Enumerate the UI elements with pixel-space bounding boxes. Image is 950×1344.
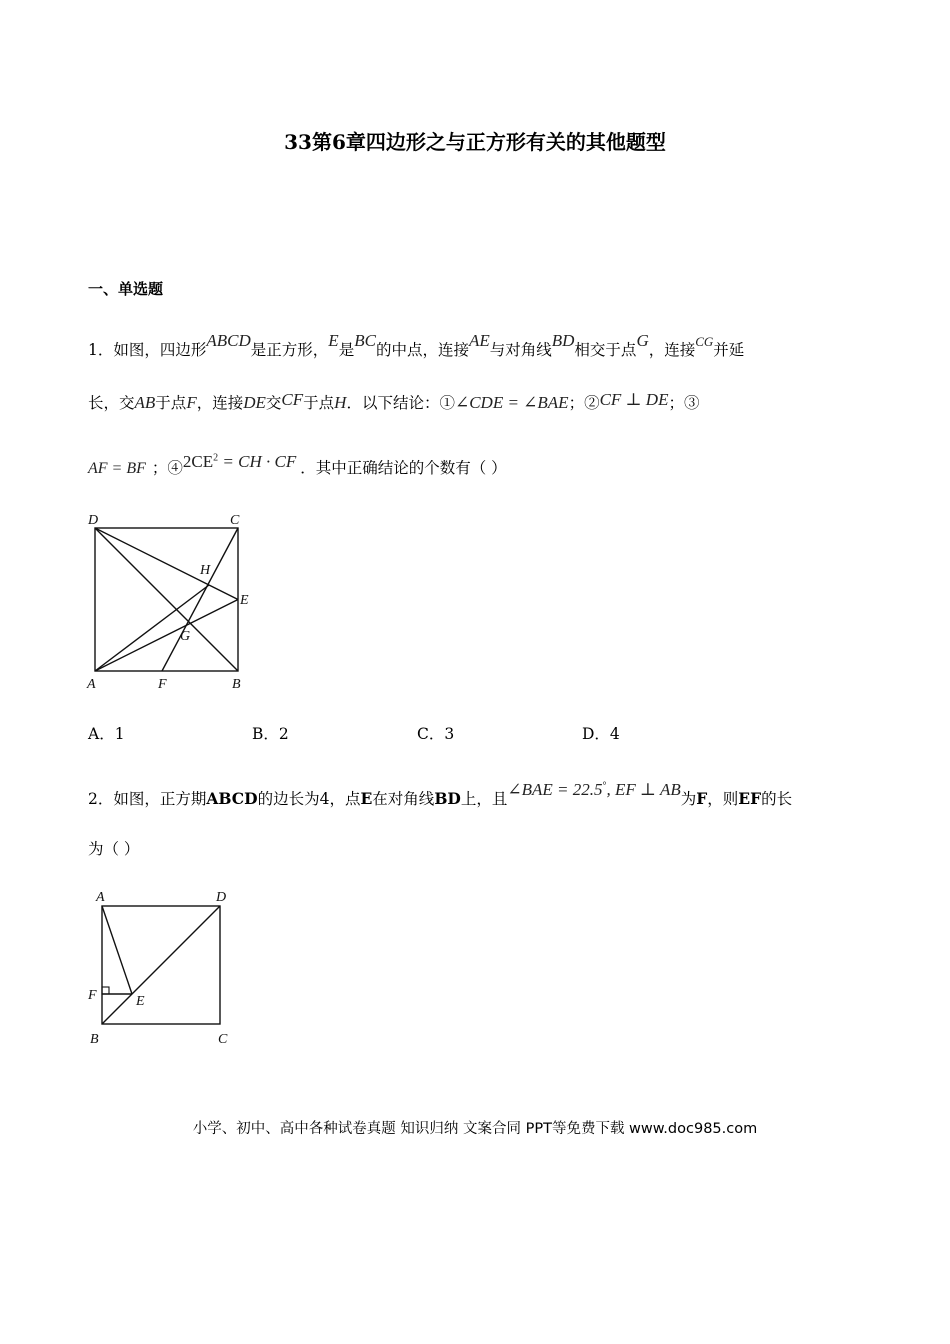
q1-label-a: A — [87, 677, 96, 692]
q1-text: 长，交 — [88, 394, 135, 412]
q2-bold-abcd: ABCD — [206, 789, 258, 808]
q1-math-f: F — [186, 393, 197, 412]
q1-label-b: B — [232, 677, 241, 692]
q2-cond-deg: ° — [602, 780, 607, 792]
q2-label-a: A — [96, 890, 105, 905]
q2-label-d: D — [216, 890, 227, 905]
q1-line-2 — [88, 391, 699, 413]
q1-text: 是正方形， — [250, 341, 329, 359]
q1-text: 并延 — [713, 341, 745, 359]
q2-label-c: C — [218, 1032, 228, 1047]
q2-label-e: E — [136, 994, 145, 1009]
q1-label-f: F — [158, 677, 167, 692]
q1-label-d: D — [88, 513, 99, 528]
q1-option-d[interactable]: D．4 — [582, 725, 620, 743]
q1-math-ab: AB — [134, 393, 156, 412]
q1-text: ．其中正确结论的个数有（ ） — [300, 459, 507, 477]
q2-text: 如图，正方期 — [113, 790, 207, 808]
q1-text: 的中点，连接 — [375, 341, 469, 359]
q1-text: 于点 — [303, 394, 335, 412]
q2-bold-bd: BD — [434, 789, 461, 808]
q1-math-g: G — [636, 331, 649, 350]
q2-figure — [82, 884, 242, 1052]
q1-option-b[interactable]: B．2 — [252, 725, 289, 743]
q1-line-de — [95, 528, 238, 600]
q2-bold-e: E — [360, 789, 373, 808]
q1-math-ae: AE — [468, 331, 490, 350]
q1-c4-sup: 2 — [213, 452, 219, 464]
q2-line-ae — [102, 906, 132, 994]
q2-label-b: B — [90, 1032, 99, 1047]
q1-line-1 — [88, 331, 745, 360]
q1-label-g: G — [180, 629, 191, 644]
q1-line-ae — [95, 600, 238, 672]
q1-math-cg: CG — [695, 334, 714, 349]
q1-text: 是 — [338, 341, 355, 359]
q2-label-f: F — [88, 988, 97, 1003]
q2-cond-part: , EF ⊥ AB — [606, 780, 681, 799]
q1-label-e: E — [240, 593, 249, 608]
q2-text: 上，且 — [460, 790, 508, 808]
q2-text: 在对角线 — [372, 790, 435, 808]
q1-conclusion-3: AF = BF — [88, 460, 146, 477]
q1-label-h: H — [200, 563, 211, 578]
q1-math-abcd: ABCD — [206, 331, 251, 350]
q1-option-a[interactable]: A．1 — [88, 725, 125, 743]
section-heading: 一、单选题 — [88, 280, 164, 298]
q2-text: ，则 — [707, 790, 739, 808]
q2-number: 2． — [88, 790, 114, 808]
q1-text: ，连接 — [648, 341, 696, 359]
q1-conclusion-2: CF ⊥ DE — [599, 390, 669, 409]
q1-math-cf: CF — [281, 390, 304, 409]
q2-right-angle-mark — [102, 987, 109, 994]
q2-bold-ef: EF — [738, 789, 762, 808]
q1-conclusion-4 — [183, 452, 296, 471]
q1-math-e: E — [328, 331, 339, 350]
q1-text: ．以下结论：① — [346, 394, 455, 412]
q1-text: ；④ — [151, 459, 183, 477]
q1-figure — [82, 508, 262, 693]
q1-text: 相交于点 — [574, 341, 637, 359]
footer-text: 小学、初中、高中各种试卷真题 知识归纳 文案合同 PPT等免费下载 www.doc985.com — [192, 1121, 758, 1137]
q1-line-3 — [88, 452, 507, 478]
q1-line-ah — [95, 585, 209, 671]
q2-text: 为 — [680, 790, 697, 808]
q1-text: ；③ — [668, 394, 700, 412]
q2-diagonal-bd — [102, 906, 220, 1024]
page-title: 33第6章四边形之与正方形有关的其他题型 — [284, 130, 666, 154]
q2-cond-part: ∠BAE = 22.5 — [507, 780, 603, 799]
q1-math-h: H — [334, 393, 347, 412]
q1-diagonal-bd — [95, 528, 238, 671]
q1-text: 于点 — [155, 394, 187, 412]
q2-line-2: 为（ ） — [88, 840, 140, 858]
q2-line-1 — [88, 780, 793, 809]
q2-text: 的长 — [761, 790, 793, 808]
q1-line-cf — [162, 528, 238, 671]
q1-math-bc: BC — [354, 331, 376, 350]
q1-c4-part: = CH · CF — [218, 452, 297, 471]
q1-text: ，连接 — [196, 394, 244, 412]
q1-text: 如图，四边形 — [113, 341, 207, 359]
q1-c4-part: 2CE — [182, 452, 214, 471]
q2-bold-f: F — [696, 789, 708, 808]
q1-option-c[interactable]: C．3 — [417, 725, 455, 743]
q2-condition — [507, 780, 680, 799]
q1-math-de: DE — [243, 393, 266, 412]
q1-text: ；② — [568, 394, 600, 412]
q1-label-c: C — [230, 513, 240, 528]
q1-math-bd: BD — [551, 331, 575, 350]
q1-number: 1． — [88, 341, 114, 359]
q2-text: 的边长为4，点 — [257, 790, 361, 808]
q1-text: 与对角线 — [489, 341, 552, 359]
q1-text: 交 — [265, 394, 282, 412]
q1-conclusion-1: ∠CDE = ∠BAE — [454, 393, 569, 412]
